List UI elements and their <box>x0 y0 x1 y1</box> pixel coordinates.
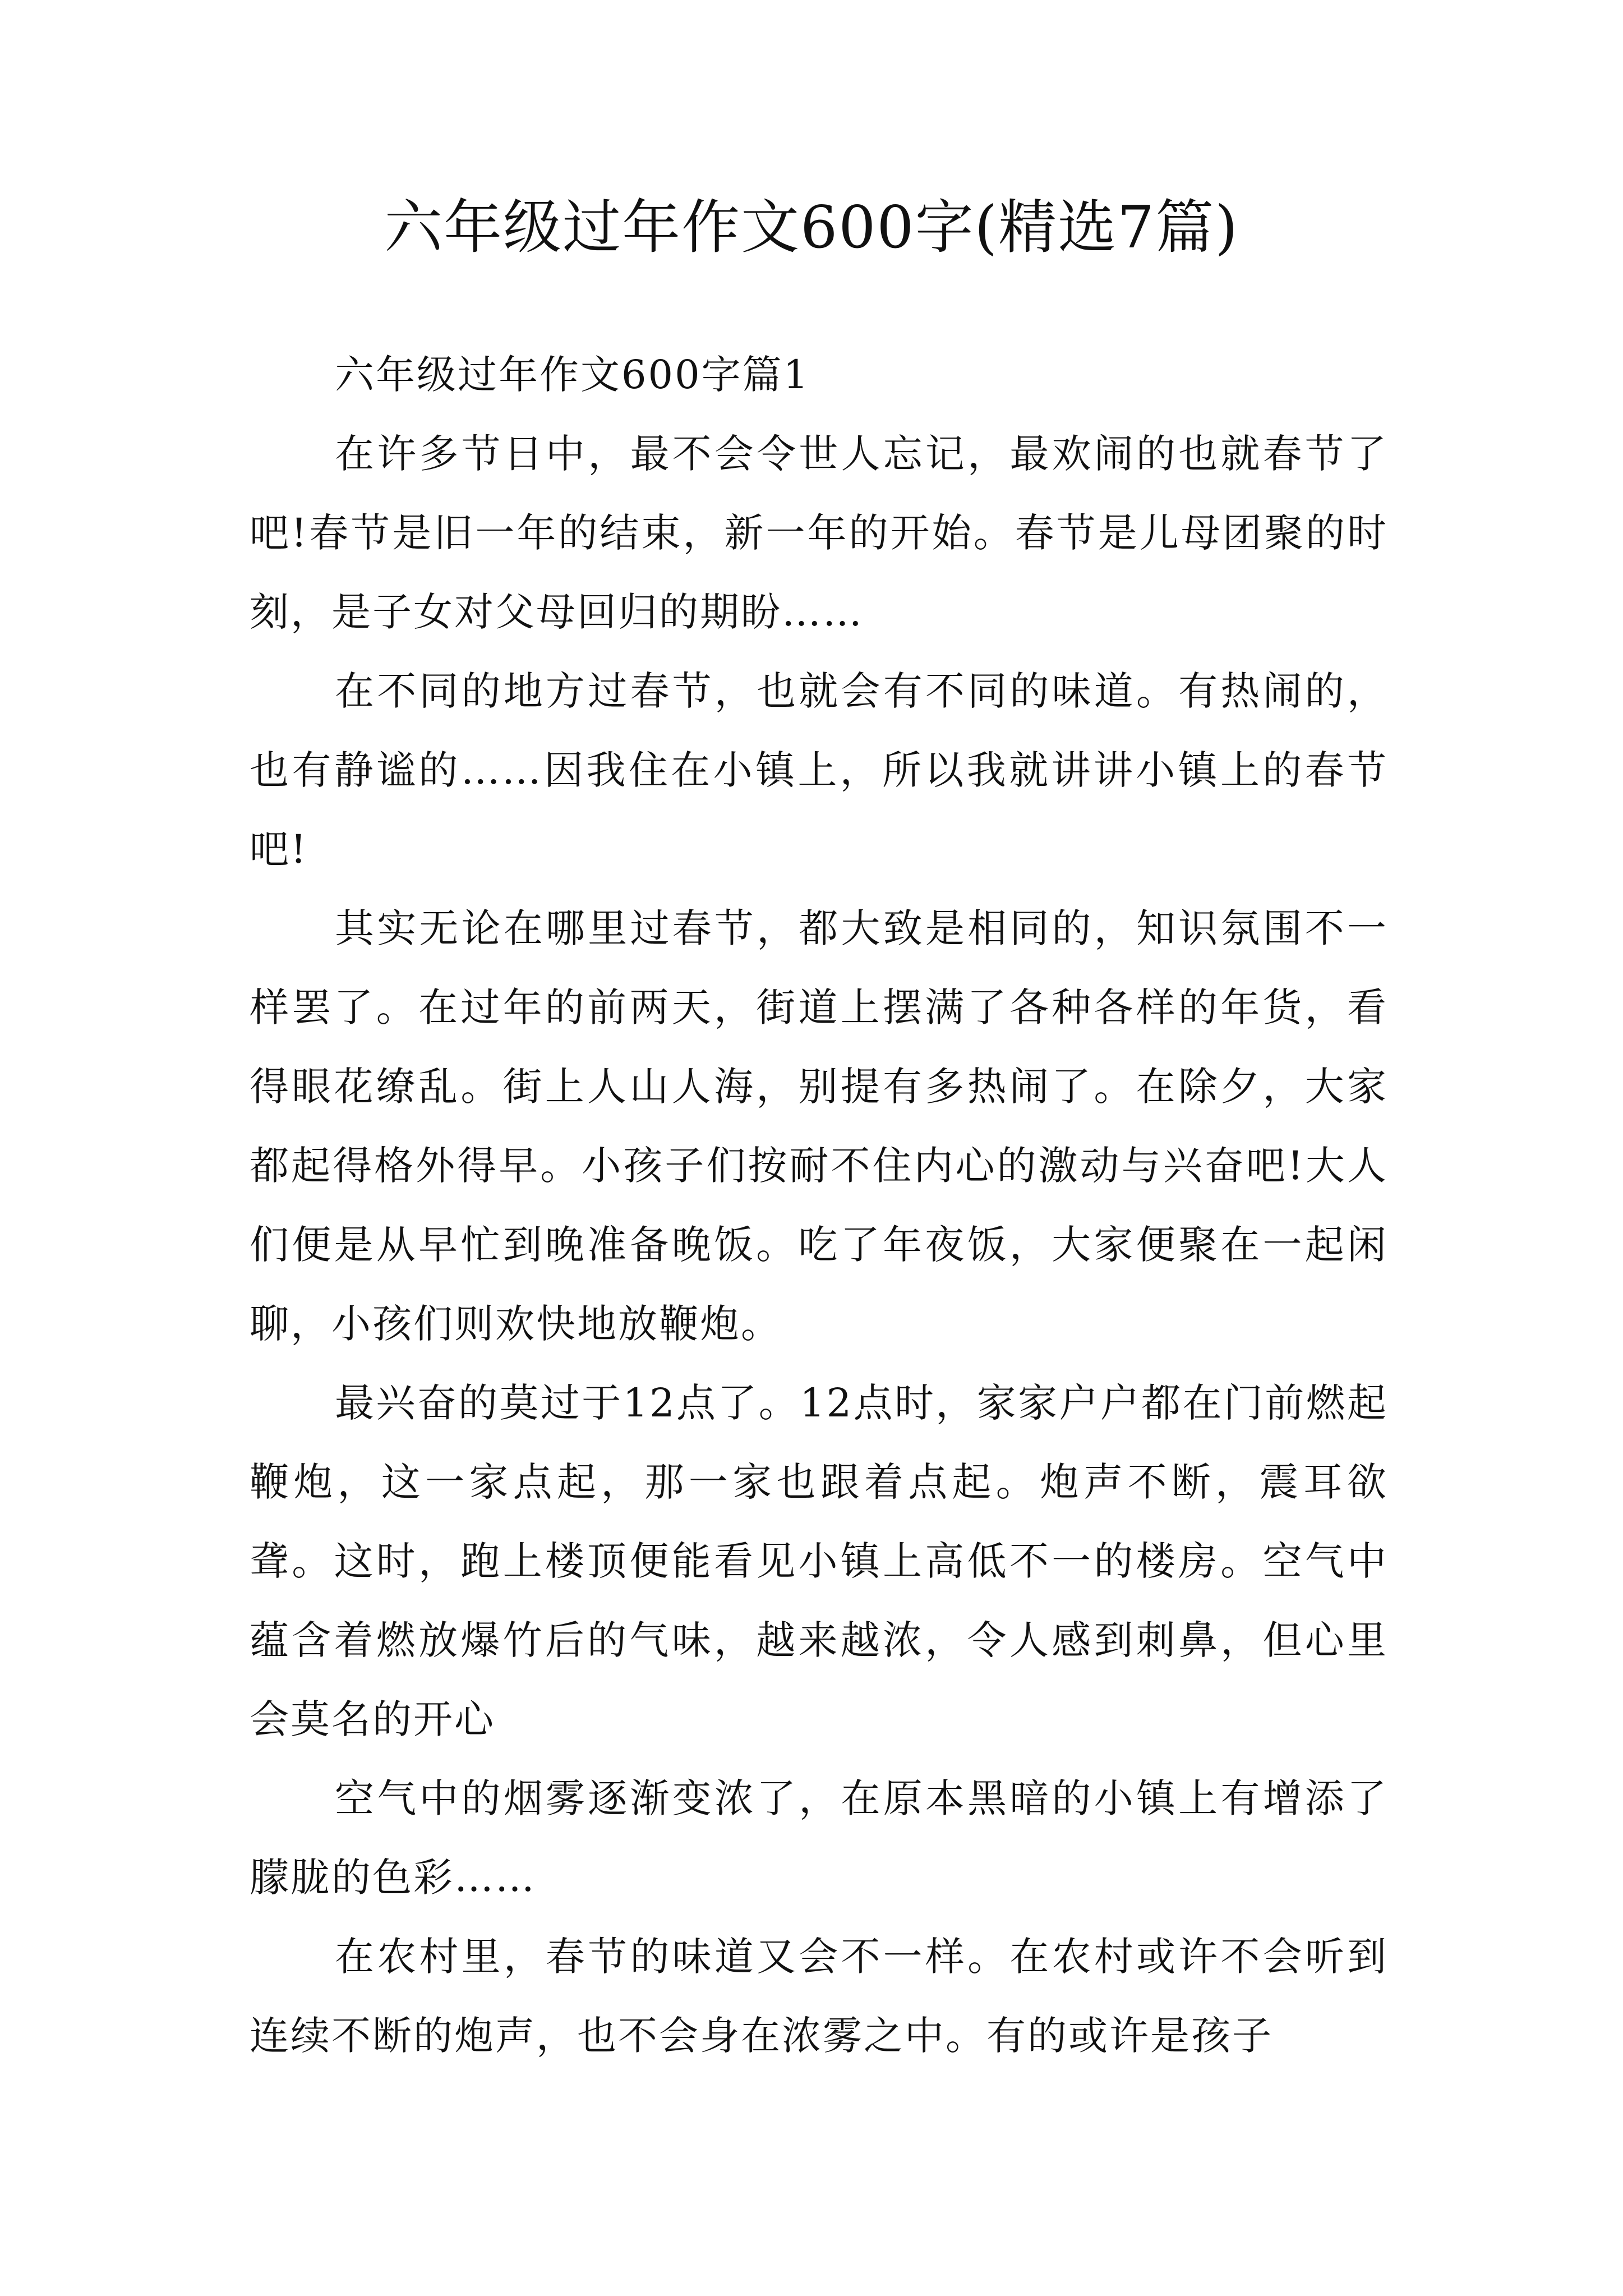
paragraph: 空气中的烟雾逐渐变浓了，在原本黑暗的小镇上有增添了朦胧的色彩…… <box>250 1775 1388 1901</box>
paragraph: 最兴奋的莫过于12点了。12点时，家家户户都在门前燃起鞭炮，这一家点起，那一家也跟着点起。炮声不断，震耳欲聋。这时，跑上楼顶便能看见小镇上高低不一的楼房。空气中蕴含着燃放爆竹后的气味，越来越浓，令人感到刺鼻，但心里会莫名的开心 <box>250 1380 1388 1742</box>
document-title: 六年级过年作文600字(精选7篇) <box>384 193 1239 261</box>
paragraph: 在不同的地方过春节，也就会有不同的味道。有热闹的，也有静谧的……因我住在小镇上，所以我就讲讲小镇上的春节吧! <box>250 668 1388 872</box>
paragraph: 其实无论在哪里过春节，都大致是相同的，知识氛围不一样罢了。在过年的前两天，街道上摆满了各种各样的年货，看得眼花缭乱。街上人山人海，别提有多热闹了。在除夕，大家都起得格外得早。小孩子们按耐不住内心的激动与兴奋吧!大人们便是从早忙到晚准备晚饭。吃了年夜饭，大家便聚在一起闲聊，小孩们则欢快地放鞭炮。 <box>250 905 1388 1347</box>
section-heading: 六年级过年作文600字篇1 <box>335 352 810 398</box>
paragraph: 在许多节日中，最不会令世人忘记，最欢闹的也就春节了吧!春节是旧一年的结束，新一年的开始。春节是儿母团聚的时刻，是子女对父母回归的期盼…… <box>250 431 1388 635</box>
paragraph: 在农村里，春节的味道又会不一样。在农村或许不会听到连续不断的炮声，也不会身在浓雾之中。有的或许是孩子 <box>250 1934 1388 2059</box>
document-body <box>250 335 1388 2076</box>
